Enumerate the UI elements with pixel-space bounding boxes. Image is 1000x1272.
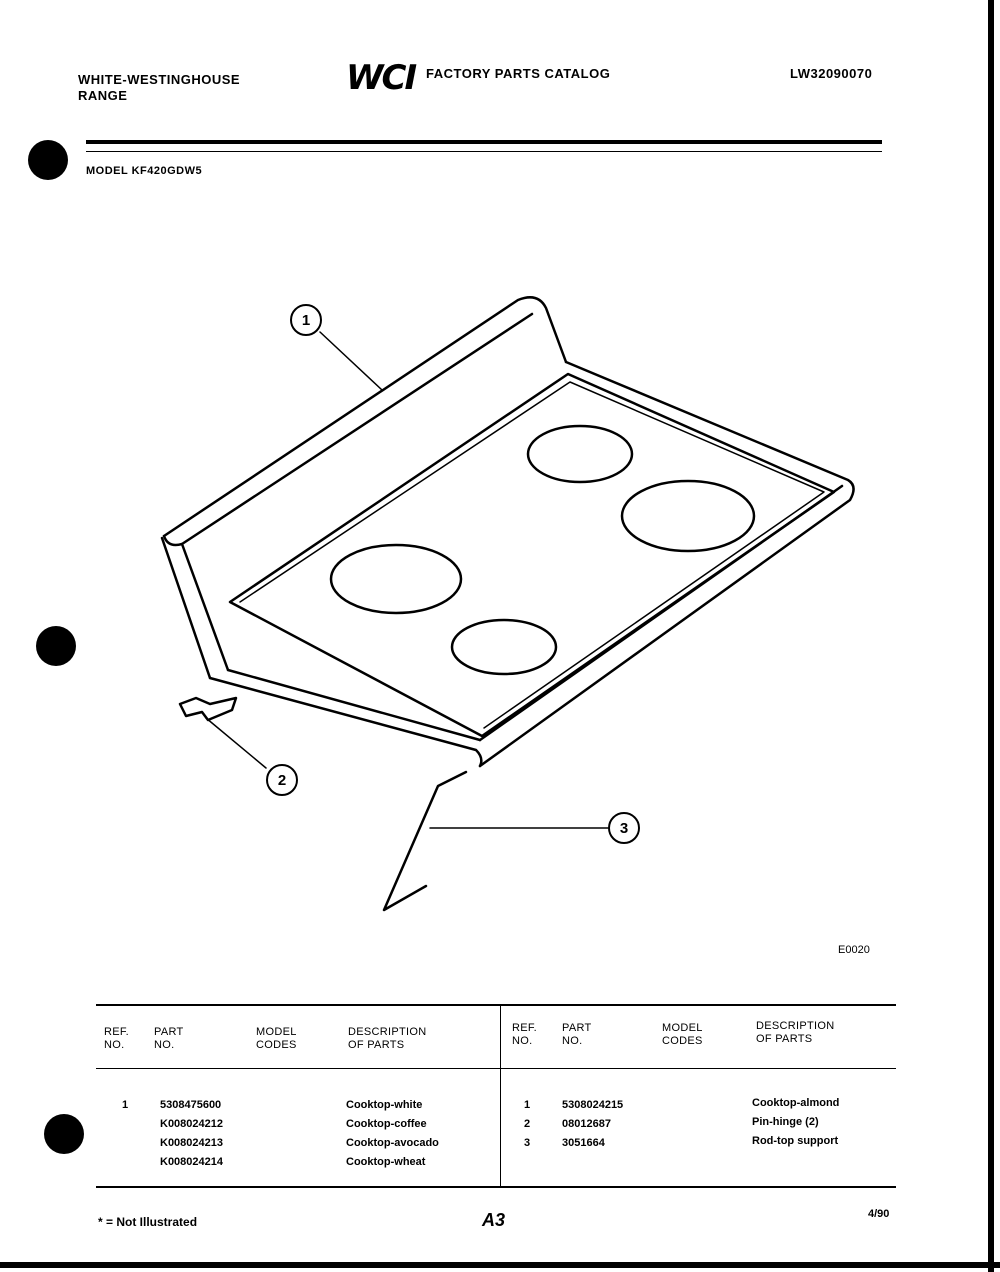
header-part-no-left: PART NO. <box>154 1026 184 1051</box>
left-row-2-part: K008024212 <box>160 1118 224 1130</box>
header-rule-thick <box>86 140 882 144</box>
exploded-parts-diagram <box>140 280 900 960</box>
header-description-right: DESCRIPTION OF PARTS <box>756 1020 835 1045</box>
brand-line-1: WHITE-WESTINGHOUSE <box>78 72 241 87</box>
left-row-2-desc: Cooktop-coffee <box>346 1118 427 1130</box>
right-row-2-ref: 2 <box>524 1118 531 1130</box>
header-model-codes-right: MODEL CODES <box>662 1022 703 1047</box>
not-illustrated-note: * = Not Illustrated <box>98 1215 198 1229</box>
catalog-number: LW32090070 <box>790 66 873 81</box>
burner-hole-small-back <box>528 426 632 482</box>
cooktop-front-edge <box>210 678 481 766</box>
burner-hole-large-left <box>331 545 461 613</box>
table-column-divider <box>500 1004 501 1188</box>
binder-hole-bottom <box>44 1114 84 1154</box>
wci-logo: WCI <box>346 58 416 98</box>
burner-hole-small-front <box>452 620 556 674</box>
cooktop-inner-panel <box>230 374 834 736</box>
support-rod-part <box>384 772 466 910</box>
table-top-rule <box>96 1004 896 1006</box>
left-row-1-desc: Cooktop-white <box>346 1099 423 1111</box>
callout-1: 1 <box>301 312 311 329</box>
right-row-3-ref: 3 <box>524 1137 531 1149</box>
pin-hinge-part <box>180 698 236 720</box>
left-row-4-part: K008024214 <box>160 1156 224 1168</box>
page-edge-bottom <box>0 1262 1000 1268</box>
catalog-title: FACTORY PARTS CATALOG <box>426 66 611 81</box>
binder-hole-top <box>28 140 68 180</box>
right-row-3-desc: Rod-top support <box>752 1135 839 1147</box>
header-description-left: DESCRIPTION OF PARTS <box>348 1026 427 1051</box>
header-rule-thin <box>86 151 882 152</box>
right-row-1-ref: 1 <box>524 1099 531 1111</box>
left-row-3-desc: Cooktop-avocado <box>346 1137 439 1149</box>
left-row-1-ref: 1 <box>122 1099 129 1111</box>
header-model-codes-left: MODEL CODES <box>256 1026 297 1051</box>
backsplash-lower-edge <box>164 314 532 545</box>
header-ref-no-left: REF. NO. <box>104 1026 130 1051</box>
left-row-4-desc: Cooktop-wheat <box>346 1156 426 1168</box>
binder-hole-middle <box>36 626 76 666</box>
cooktop-right-edge <box>480 362 854 766</box>
burner-hole-large-right <box>622 481 754 551</box>
model-label: MODEL KF420GDW5 <box>86 165 203 177</box>
figure-code: E0020 <box>838 944 870 956</box>
header-part-no-right: PART NO. <box>562 1022 592 1047</box>
table-bottom-rule <box>96 1186 896 1188</box>
right-row-2-part: 08012687 <box>562 1118 611 1130</box>
right-row-1-part: 5308024215 <box>562 1099 624 1111</box>
callout-3: 3 <box>619 820 629 837</box>
page-edge-right <box>988 0 994 1272</box>
left-row-3-part: K008024213 <box>160 1137 224 1149</box>
table-header-rule <box>96 1068 896 1069</box>
right-row-1-desc: Cooktop-almond <box>752 1097 840 1109</box>
callout-2: 2 <box>277 772 287 789</box>
left-row-1-part: 5308475600 <box>160 1099 222 1111</box>
page-number: A3 <box>482 1210 506 1230</box>
right-row-2-desc: Pin-hinge (2) <box>752 1116 819 1128</box>
brand-line-2: RANGE <box>78 88 128 103</box>
right-row-3-part: 3051664 <box>562 1137 605 1149</box>
header-ref-no-right: REF. NO. <box>512 1022 538 1047</box>
catalog-date: 4/90 <box>868 1208 890 1220</box>
